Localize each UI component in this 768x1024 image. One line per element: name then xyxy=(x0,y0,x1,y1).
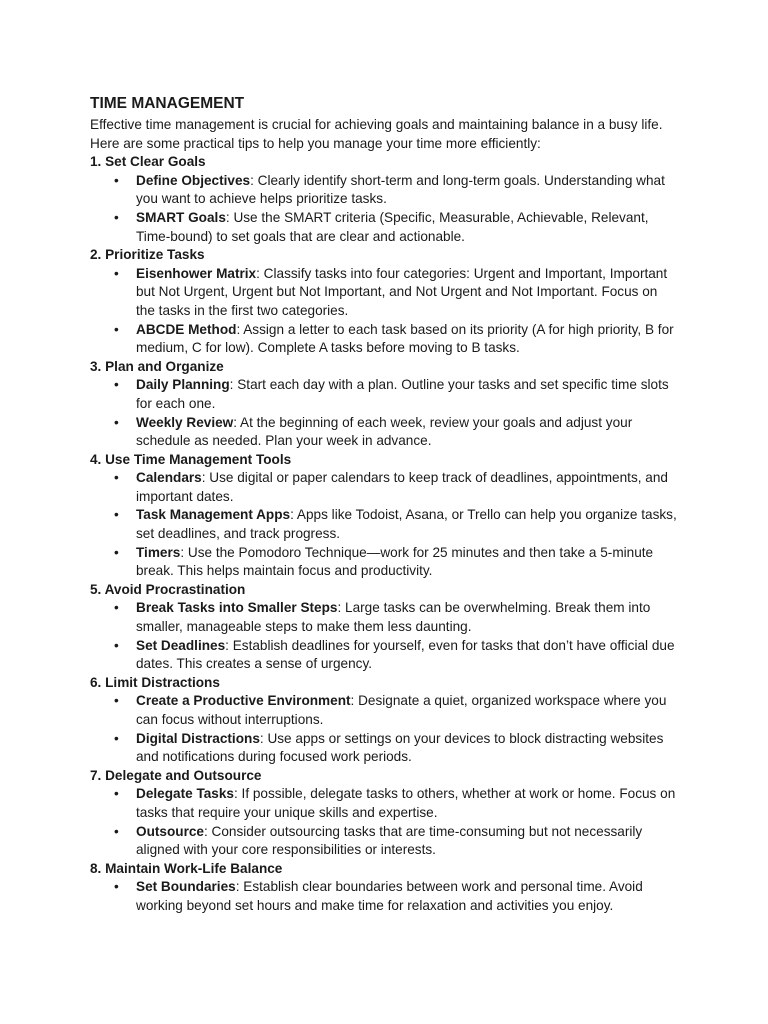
bullet-list xyxy=(90,878,680,915)
item-description: : Use the Pomodoro Technique—work for 25 minutes and then take a 5-minute break. This helps maintain focus and productivity. xyxy=(136,544,654,579)
section-heading: 2. Prioritize Tasks xyxy=(90,247,205,263)
item-description: : Apps like Todoist, Asana, or Trello can help you organize tasks, set deadlines, and track progress. xyxy=(136,507,677,542)
bullet-icon: • xyxy=(114,730,119,746)
item-description: : Designate a quiet, organized workspace where you can focus without interruptions. xyxy=(136,693,667,727)
section-heading: 6. Limit Distractions xyxy=(90,674,220,690)
item-term: Calendars xyxy=(136,470,202,486)
item-term: Outsource xyxy=(136,823,204,839)
list-item xyxy=(90,878,680,915)
section-heading: 8. Maintain Work-Life Balance xyxy=(90,860,283,876)
item-description: : Use apps or settings on your devices to block distracting websites and notifications during focused work periods. xyxy=(136,730,664,765)
item-term: Daily Planning xyxy=(136,377,230,393)
bullet-icon: • xyxy=(114,209,119,225)
list-item xyxy=(90,376,680,413)
bullet-icon: • xyxy=(114,172,119,188)
document-title: TIME MANAGEMENT xyxy=(90,95,245,112)
bullet-list xyxy=(90,376,680,450)
list-item xyxy=(90,172,680,209)
list-item xyxy=(90,506,680,543)
item-term: Delegate Tasks xyxy=(136,786,234,802)
document-page xyxy=(90,93,680,916)
item-description: : Clearly identify short-term and long-term goals. Understanding what you want to achieve helps prioritize tasks. xyxy=(136,172,665,207)
bullet-icon: • xyxy=(114,600,119,616)
bullet-icon: • xyxy=(114,879,119,895)
bullet-icon: • xyxy=(114,637,119,653)
list-item xyxy=(90,469,680,506)
item-description: : Classify tasks into four categories: Urgent and Important, Important but Not Urgent, Urgent but Not Important, and Not Urgent and Not Important. Focus on the tasks in the first two categories. xyxy=(136,265,668,318)
list-item xyxy=(90,692,680,729)
bullet-icon: • xyxy=(114,693,119,709)
bullet-list xyxy=(90,599,680,673)
section-heading: 5. Avoid Procrastination xyxy=(90,581,246,597)
list-item xyxy=(90,321,680,358)
item-description: : Start each day with a plan. Outline your tasks and set specific time slots for each one. xyxy=(136,377,669,411)
list-item xyxy=(90,599,680,636)
bullet-icon: • xyxy=(114,377,119,393)
item-description: : If possible, delegate tasks to others, whether at work or home. Focus on tasks that require your unique skills and expertise. xyxy=(136,786,676,820)
item-term: Digital Distractions xyxy=(136,730,260,746)
list-item xyxy=(90,637,680,674)
section-heading: 4. Use Time Management Tools xyxy=(90,451,292,467)
item-term: Define Objectives xyxy=(136,172,251,188)
item-description: : Establish deadlines for yourself, even for tasks that don’t have official due dates. This creates a sense of urgency. xyxy=(136,637,675,672)
list-item xyxy=(90,209,680,246)
section-heading: 3. Plan and Organize xyxy=(90,358,224,374)
item-description: : Use the SMART criteria (Specific, Measurable, Achievable, Relevant, Time-bound) to set goals that are clear and actionable. xyxy=(136,209,649,244)
item-term: Break Tasks into Smaller Steps xyxy=(136,600,338,616)
bullet-icon: • xyxy=(114,470,119,486)
bullet-list xyxy=(90,265,680,358)
list-item xyxy=(90,730,680,767)
item-description: : Consider outsourcing tasks that are time-consuming but not necessarily aligned with your core responsibilities or interests. xyxy=(136,823,643,858)
bullet-icon: • xyxy=(114,507,119,523)
list-item xyxy=(90,414,680,451)
item-description: : Use digital or paper calendars to keep track of deadlines, appointments, and important dates. xyxy=(136,470,668,504)
bullet-icon: • xyxy=(114,786,119,802)
bullet-icon: • xyxy=(114,544,119,560)
item-term: Create a Productive Environment xyxy=(136,693,351,709)
sections-container xyxy=(90,153,680,915)
item-description: : Assign a letter to each task based on its priority (A for high priority, B for medium, C for low). Complete A tasks before moving to B tasks. xyxy=(136,321,674,356)
item-term: SMART Goals xyxy=(136,209,226,225)
section-heading: 1. Set Clear Goals xyxy=(90,154,206,170)
intro-paragraph: Effective time management is crucial for achieving goals and maintaining balance in a busy life. Here are some practical tips to help you manage your time more efficiently: xyxy=(90,117,663,151)
list-item xyxy=(90,544,680,581)
item-term: Task Management Apps xyxy=(136,507,291,523)
item-term: Eisenhower Matrix xyxy=(136,265,257,281)
bullet-icon: • xyxy=(114,321,119,337)
item-description: : At the beginning of each week, review your goals and adjust your schedule as needed. Plan your week in advance. xyxy=(136,414,633,449)
list-item xyxy=(90,265,680,321)
bullet-list xyxy=(90,692,680,766)
list-item xyxy=(90,823,680,860)
item-term: Set Deadlines xyxy=(136,637,226,653)
bullet-list xyxy=(90,469,680,581)
section-heading: 7. Delegate and Outsource xyxy=(90,767,262,783)
item-term: Timers xyxy=(136,544,181,560)
item-description: : Establish clear boundaries between work and personal time. Avoid working beyond set hours and make time for relaxation and activities you enjoy. xyxy=(136,879,643,913)
item-term: Set Boundaries xyxy=(136,879,236,895)
bullet-list xyxy=(90,172,680,246)
bullet-list xyxy=(90,785,680,859)
bullet-icon: • xyxy=(114,265,119,281)
item-term: ABCDE Method xyxy=(136,321,237,337)
bullet-icon: • xyxy=(114,823,119,839)
list-item xyxy=(90,785,680,822)
item-term: Weekly Review xyxy=(136,414,234,430)
bullet-icon: • xyxy=(114,414,119,430)
item-description: : Large tasks can be overwhelming. Break them into smaller, manageable steps to make them less daunting. xyxy=(136,600,651,635)
